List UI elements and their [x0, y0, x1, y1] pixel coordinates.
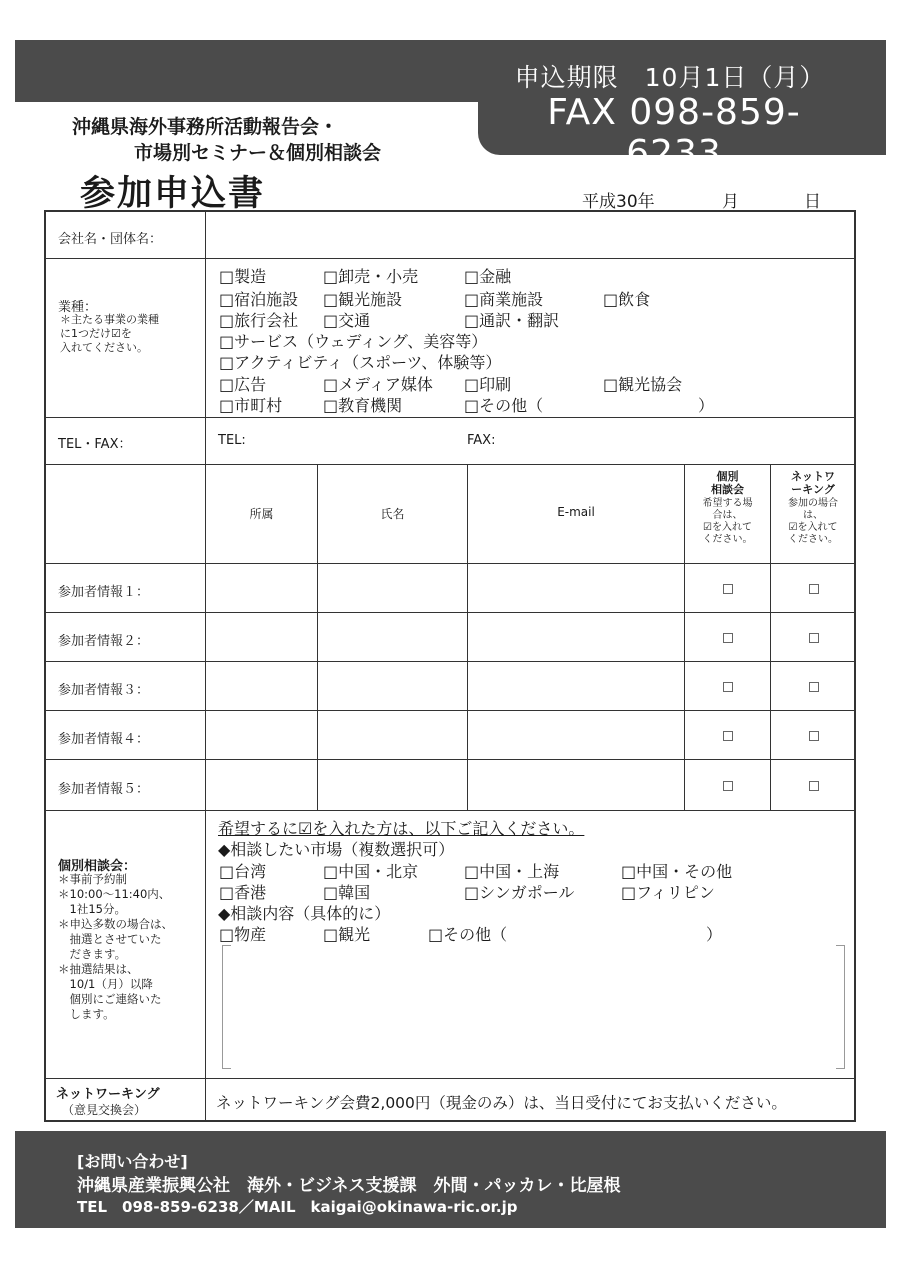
industry-option-other[interactable]: □その他（ [464, 396, 544, 415]
col-email: E-mail [557, 505, 595, 519]
row-divider [46, 563, 854, 564]
industry-option[interactable]: □飲食 [603, 290, 651, 309]
market-option[interactable]: □韓国 [323, 883, 371, 902]
market-option[interactable]: □香港 [219, 883, 267, 902]
industry-option[interactable]: □通訳・翻訳 [464, 311, 560, 330]
col-network-note: 参加の場合 は、 ☑を入れて ください。 [788, 498, 838, 545]
date-day: 日 [804, 192, 821, 212]
contact-heading: [お問い合わせ] [77, 1152, 188, 1171]
fax-field[interactable]: FAX: [467, 433, 496, 448]
row-divider [46, 1078, 854, 1079]
network-checkbox[interactable] [809, 781, 819, 791]
industry-label: 業種： [58, 300, 98, 315]
industry-option[interactable]: □市町村 [219, 396, 283, 415]
market-option[interactable]: □中国・北京 [323, 862, 419, 881]
consultation-instruction: 希望するに☑を入れた方は、以下ご記入ください。 [218, 819, 585, 838]
date-month: 月 [722, 192, 739, 212]
deadline-text: 申込期限 10月1日（月） [514, 63, 826, 92]
tel-field[interactable]: TEL: [218, 433, 246, 448]
industry-option[interactable]: □メディア媒体 [323, 375, 433, 394]
consult-checkbox[interactable] [723, 781, 733, 791]
content-option[interactable]: □観光 [323, 925, 371, 944]
networking-sublabel: （意見交換会） [62, 1103, 147, 1117]
industry-option[interactable]: □製造 [219, 267, 267, 286]
market-option[interactable]: □シンガポール [464, 883, 575, 902]
row-divider [46, 612, 854, 613]
contact-tel-mail: TEL 098-859-6238／MAIL kaigai@okinawa-ric.or.jp [77, 1198, 518, 1216]
participant-row-label: 参加者情報１： [58, 585, 150, 600]
contact-organization: 沖縄県産業振興公社 海外・ビジネス支援課 外間・パッカレ・比屋根 [77, 1176, 621, 1196]
consult-checkbox[interactable] [723, 731, 733, 741]
network-checkbox[interactable] [809, 731, 819, 741]
industry-option[interactable]: □卸売・小売 [323, 267, 419, 286]
row-divider [46, 710, 854, 711]
content-option-other[interactable]: □その他（ [428, 925, 508, 944]
participant-row-label: 参加者情報５： [58, 782, 150, 797]
event-title-line1: 沖縄県海外事務所活動報告会・ [72, 116, 339, 138]
content-heading: ◆相談内容（具体的に） [218, 904, 391, 923]
tel-fax-label: TEL・FAX： [58, 437, 132, 452]
industry-option[interactable]: □交通 [323, 311, 371, 330]
row-divider [46, 417, 854, 418]
col-network-title: ネットワ ーキング [791, 470, 835, 496]
industry-option[interactable]: □アクティビティ（スポーツ、体験等） [219, 353, 502, 372]
fax-number: FAX 098-859-6233 [547, 92, 801, 174]
col-consult-note: 希望する場 合は、 ☑を入れて ください。 [702, 498, 753, 545]
col-name: 氏名 [380, 507, 405, 521]
market-option[interactable]: □台湾 [219, 862, 267, 881]
label-column-divider [205, 212, 206, 1120]
networking-label: ネットワーキング [56, 1087, 160, 1102]
participant-row-label: 参加者情報３： [58, 683, 150, 698]
event-title-line2: 市場別セミナー＆個別相談会 [134, 142, 382, 164]
participant-row-label: 参加者情報４： [58, 732, 150, 747]
row-divider [46, 661, 854, 662]
company-name-field[interactable] [212, 218, 846, 252]
network-checkbox[interactable] [809, 682, 819, 692]
industry-note: ＊主たる事業の業種 に1つだけ☑を 入れてください。 [60, 313, 159, 354]
consult-checkbox[interactable] [723, 682, 733, 692]
industry-option[interactable]: □サービス（ウェディング、美容等） [219, 332, 488, 351]
consult-checkbox[interactable] [723, 584, 733, 594]
row-divider [46, 464, 854, 465]
market-option[interactable]: □中国・上海 [464, 862, 560, 881]
col-affiliation: 所属 [249, 507, 274, 521]
consultation-label: 個別相談会： [58, 859, 137, 874]
consult-checkbox[interactable] [723, 633, 733, 643]
industry-option[interactable]: □広告 [219, 375, 267, 394]
consultation-notes: ＊事前予約制 ＊10:00～11:40内、 1社15分。 ＊申込多数の場合は、 抽選とさせていた だきます。 ＊抽選結果は、 10/1（月）以降 個別にご連絡いた します。 [58, 872, 173, 1021]
industry-option[interactable]: □金融 [464, 267, 512, 286]
company-label: 会社名・団体名： [58, 232, 163, 247]
form-title: 参加申込書 [80, 174, 266, 214]
participant-row-label: 参加者情報２： [58, 634, 150, 649]
content-close-paren: ） [706, 925, 723, 944]
content-option[interactable]: □物産 [219, 925, 267, 944]
markets-heading: ◆相談したい市場（複数選択可） [218, 840, 455, 859]
row-divider [46, 258, 854, 259]
contact-footer [15, 1131, 886, 1228]
industry-option[interactable]: □教育機関 [323, 396, 403, 415]
industry-option[interactable]: □印刷 [464, 375, 512, 394]
date-era: 平成30年 [582, 192, 655, 212]
market-option[interactable]: □中国・その他 [621, 862, 733, 881]
industry-option[interactable]: □観光施設 [323, 290, 403, 309]
details-textarea[interactable] [234, 947, 832, 1065]
row-divider [46, 810, 854, 811]
row-divider [46, 759, 854, 760]
application-form [44, 210, 856, 1122]
networking-fee-text: ネットワーキング会費2,000円（現金のみ）は、当日受付にてお支払いください。 [216, 1094, 787, 1112]
details-bracket-left [222, 945, 231, 1069]
industry-option[interactable]: □宿泊施設 [219, 290, 299, 309]
other-close-paren: ） [698, 396, 715, 415]
market-option[interactable]: □フィリピン [621, 883, 715, 902]
industry-option[interactable]: □商業施設 [464, 290, 544, 309]
col-consult-title: 個別 相談会 [711, 470, 744, 496]
details-bracket-right [836, 945, 845, 1069]
network-checkbox[interactable] [809, 633, 819, 643]
industry-option[interactable]: □観光協会 [603, 375, 683, 394]
industry-option[interactable]: □旅行会社 [219, 311, 299, 330]
network-checkbox[interactable] [809, 584, 819, 594]
